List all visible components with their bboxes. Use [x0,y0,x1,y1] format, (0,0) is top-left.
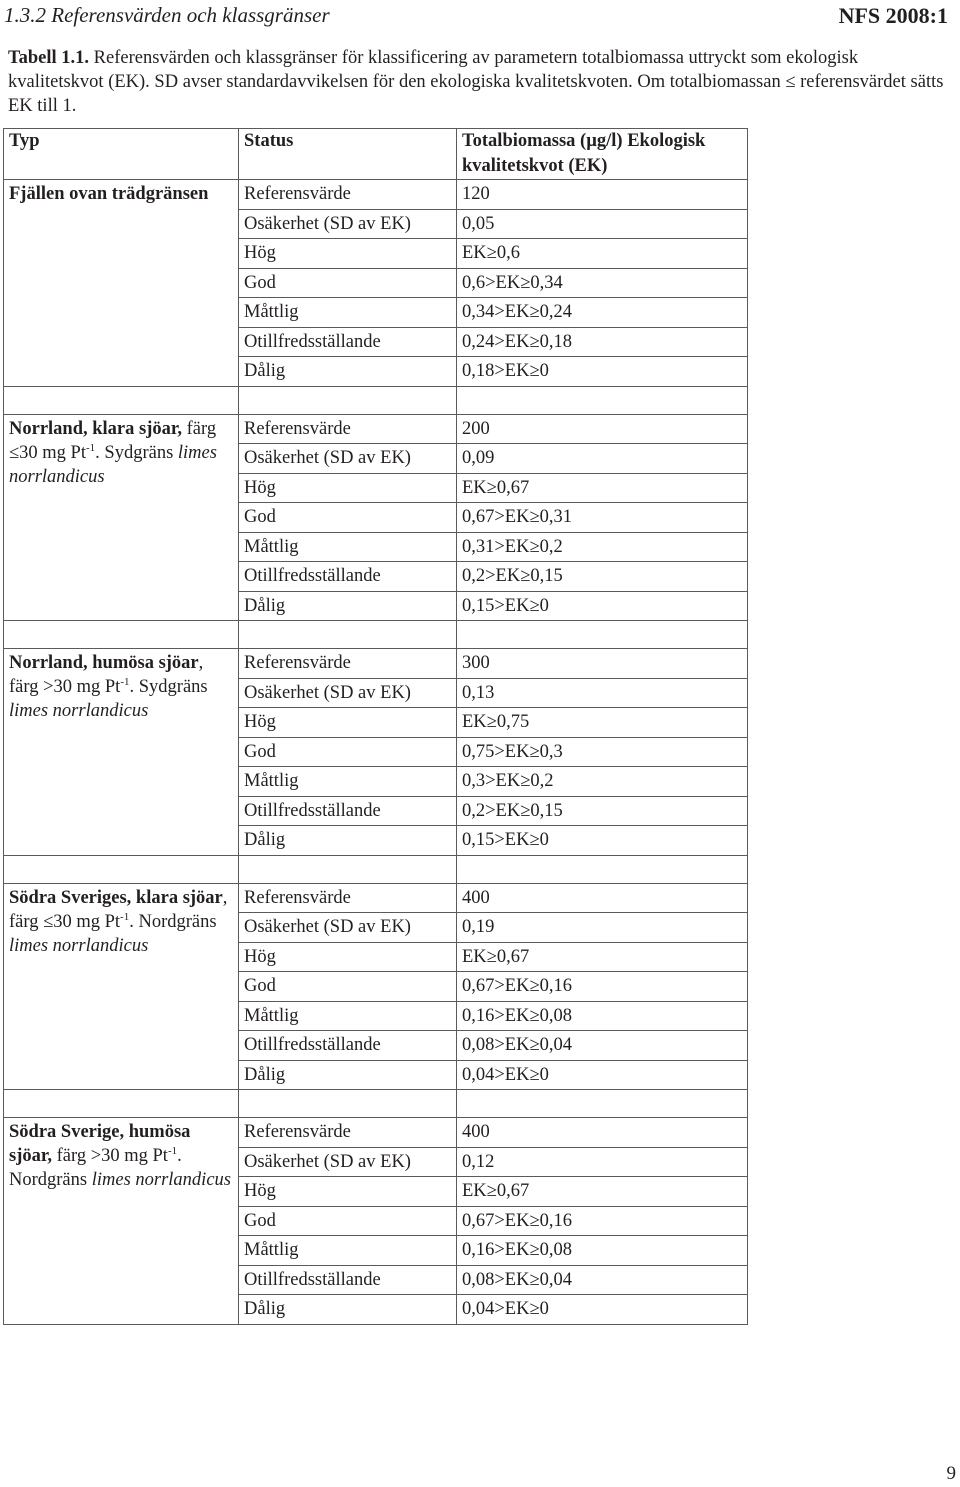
spacer-cell [239,621,457,649]
caption-text: Referensvärden och klassgränser för klassificering av parametern totalbiomassa uttryckt som ekologisk kvalitetskvot (EK). SD avser standardavvikelsen för den ekologiska kvalitetskvoten. Om totalbiomassan ≤ referensvärdet sätts EK till 1. [8,48,944,116]
status-cell: Referensvärde [239,414,457,444]
value-cell: 0,3>EK≥0,2 [457,767,748,797]
section-heading: 1.3.2 Referensvärden och klassgränser [4,3,330,27]
spacer-cell [4,386,239,414]
value-cell: 0,6>EK≥0,34 [457,268,748,298]
status-cell: Dålig [239,1060,457,1090]
table-row [4,414,748,444]
value-cell: 0,04>EK≥0 [457,1060,748,1090]
type-name: Södra Sveriges, klara sjöar [9,887,223,908]
value-cell: 0,15>EK≥0 [457,826,748,856]
status-cell: God [239,737,457,767]
value-cell: 0,67>EK≥0,31 [457,503,748,533]
spacer-cell [4,621,239,649]
value-cell: 200 [457,414,748,444]
spacer-cell [457,621,748,649]
table-row [4,1118,748,1148]
type-boundary: . Nordgräns [129,911,217,932]
status-cell: Dålig [239,826,457,856]
type-name: Fjällen ovan trädgränsen [9,184,209,204]
type-superscript: -1 [120,910,130,923]
spacer-cell [4,855,239,883]
status-cell: Måttlig [239,1001,457,1031]
status-cell: Osäkerhet (SD av EK) [239,913,457,943]
value-cell: 400 [457,1118,748,1148]
value-cell: 0,19 [457,913,748,943]
reference-values-table [3,128,748,1325]
type-species: limes norrlandicus [9,442,217,487]
status-cell: Osäkerhet (SD av EK) [239,678,457,708]
type-cell [4,1118,239,1325]
value-cell: 0,2>EK≥0,15 [457,796,748,826]
status-cell: Referensvärde [239,649,457,679]
type-cell [4,649,239,856]
status-cell: Hög [239,239,457,269]
value-cell: 0,04>EK≥0 [457,1295,748,1325]
document-code: NFS 2008:1 [838,3,948,28]
value-cell: 0,67>EK≥0,16 [457,1206,748,1236]
value-cell: 0,2>EK≥0,15 [457,562,748,592]
value-cell: 0,12 [457,1147,748,1177]
status-cell: Otillfredsställande [239,327,457,357]
status-cell: Osäkerhet (SD av EK) [239,1147,457,1177]
value-cell: 0,18>EK≥0 [457,357,748,387]
value-cell: EK≥0,67 [457,473,748,503]
status-cell: God [239,972,457,1002]
value-cell: 0,31>EK≥0,2 [457,532,748,562]
type-boundary: . Sydgräns [95,442,174,463]
spacer-row [4,621,748,649]
type-name: Södra Sverige, humösa sjöar, [9,1122,191,1166]
spacer-cell [457,386,748,414]
table-body [4,180,748,1325]
type-boundary: . Sydgräns [129,677,208,697]
spacer-cell [239,1090,457,1118]
value-cell: 0,09 [457,444,748,474]
type-cell [4,883,239,1090]
type-description: färg ≤30 mg Pt [9,418,217,463]
type-cell [4,414,239,621]
header-status: Status [239,129,457,180]
value-cell: 0,24>EK≥0,18 [457,327,748,357]
spacer-row [4,855,748,883]
type-name: Norrland, klara sjöar, [9,418,183,439]
caption-label: Tabell 1.1. [8,48,90,68]
status-cell: Hög [239,473,457,503]
type-name: Norrland, humösa sjöar [9,653,199,673]
status-cell: God [239,268,457,298]
table-row [4,649,748,679]
type-species: limes norrlandicus [91,1170,231,1190]
type-superscript: -1 [85,441,96,454]
status-cell: Dålig [239,1295,457,1325]
spacer-cell [239,386,457,414]
value-cell: 0,15>EK≥0 [457,591,748,621]
status-cell: Hög [239,1177,457,1207]
value-cell: 0,13 [457,678,748,708]
status-cell: Referensvärde [239,180,457,210]
value-cell: EK≥0,67 [457,1177,748,1207]
status-cell: Måttlig [239,1236,457,1266]
type-description: färg >30 mg Pt [52,1146,168,1166]
value-cell: 0,08>EK≥0,04 [457,1265,748,1295]
value-cell: 0,16>EK≥0,08 [457,1001,748,1031]
value-cell: 0,67>EK≥0,16 [457,972,748,1002]
status-cell: Måttlig [239,532,457,562]
header-biomass: Totalbiomassa (µg/l) Ekologisk kvalitetskvot (EK) [457,129,748,180]
spacer-cell [457,855,748,883]
value-cell: EK≥0,67 [457,942,748,972]
spacer-cell [239,855,457,883]
spacer-cell [4,1090,239,1118]
status-cell: Dålig [239,357,457,387]
status-cell: Referensvärde [239,883,457,913]
value-cell: EK≥0,75 [457,708,748,738]
value-cell: 300 [457,649,748,679]
value-cell: 400 [457,883,748,913]
value-cell: 0,16>EK≥0,08 [457,1236,748,1266]
value-cell: 120 [457,180,748,210]
status-cell: Referensvärde [239,1118,457,1148]
table-row [4,883,748,913]
type-species: limes norrlandicus [9,701,149,721]
table-header-row [4,129,748,180]
status-cell: Måttlig [239,767,457,797]
type-superscript: -1 [120,675,130,688]
table-caption [8,46,948,118]
spacer-cell [457,1090,748,1118]
type-cell [4,180,239,387]
value-cell: 0,05 [457,209,748,239]
value-cell: 0,34>EK≥0,24 [457,298,748,328]
status-cell: Otillfredsställande [239,1031,457,1061]
value-cell: 0,75>EK≥0,3 [457,737,748,767]
status-cell: Osäkerhet (SD av EK) [239,444,457,474]
spacer-row [4,1090,748,1118]
value-cell: EK≥0,6 [457,239,748,269]
status-cell: God [239,503,457,533]
status-cell: Otillfredsställande [239,562,457,592]
value-cell: 0,08>EK≥0,04 [457,1031,748,1061]
type-boundary: . Nordgräns [9,1146,182,1190]
type-superscript: -1 [167,1144,178,1157]
page-number: 9 [946,1463,956,1484]
status-cell: Måttlig [239,298,457,328]
status-cell: Dålig [239,591,457,621]
header-typ: Typ [4,129,239,180]
spacer-row [4,386,748,414]
type-species: limes norrlandicus [9,935,149,956]
table-row [4,180,748,210]
status-cell: God [239,1206,457,1236]
status-cell: Hög [239,942,457,972]
status-cell: Hög [239,708,457,738]
status-cell: Otillfredsställande [239,796,457,826]
type-description: , färg ≤30 mg Pt [9,887,228,932]
type-description: , färg >30 mg Pt [9,653,204,697]
status-cell: Osäkerhet (SD av EK) [239,209,457,239]
status-cell: Otillfredsställande [239,1265,457,1295]
